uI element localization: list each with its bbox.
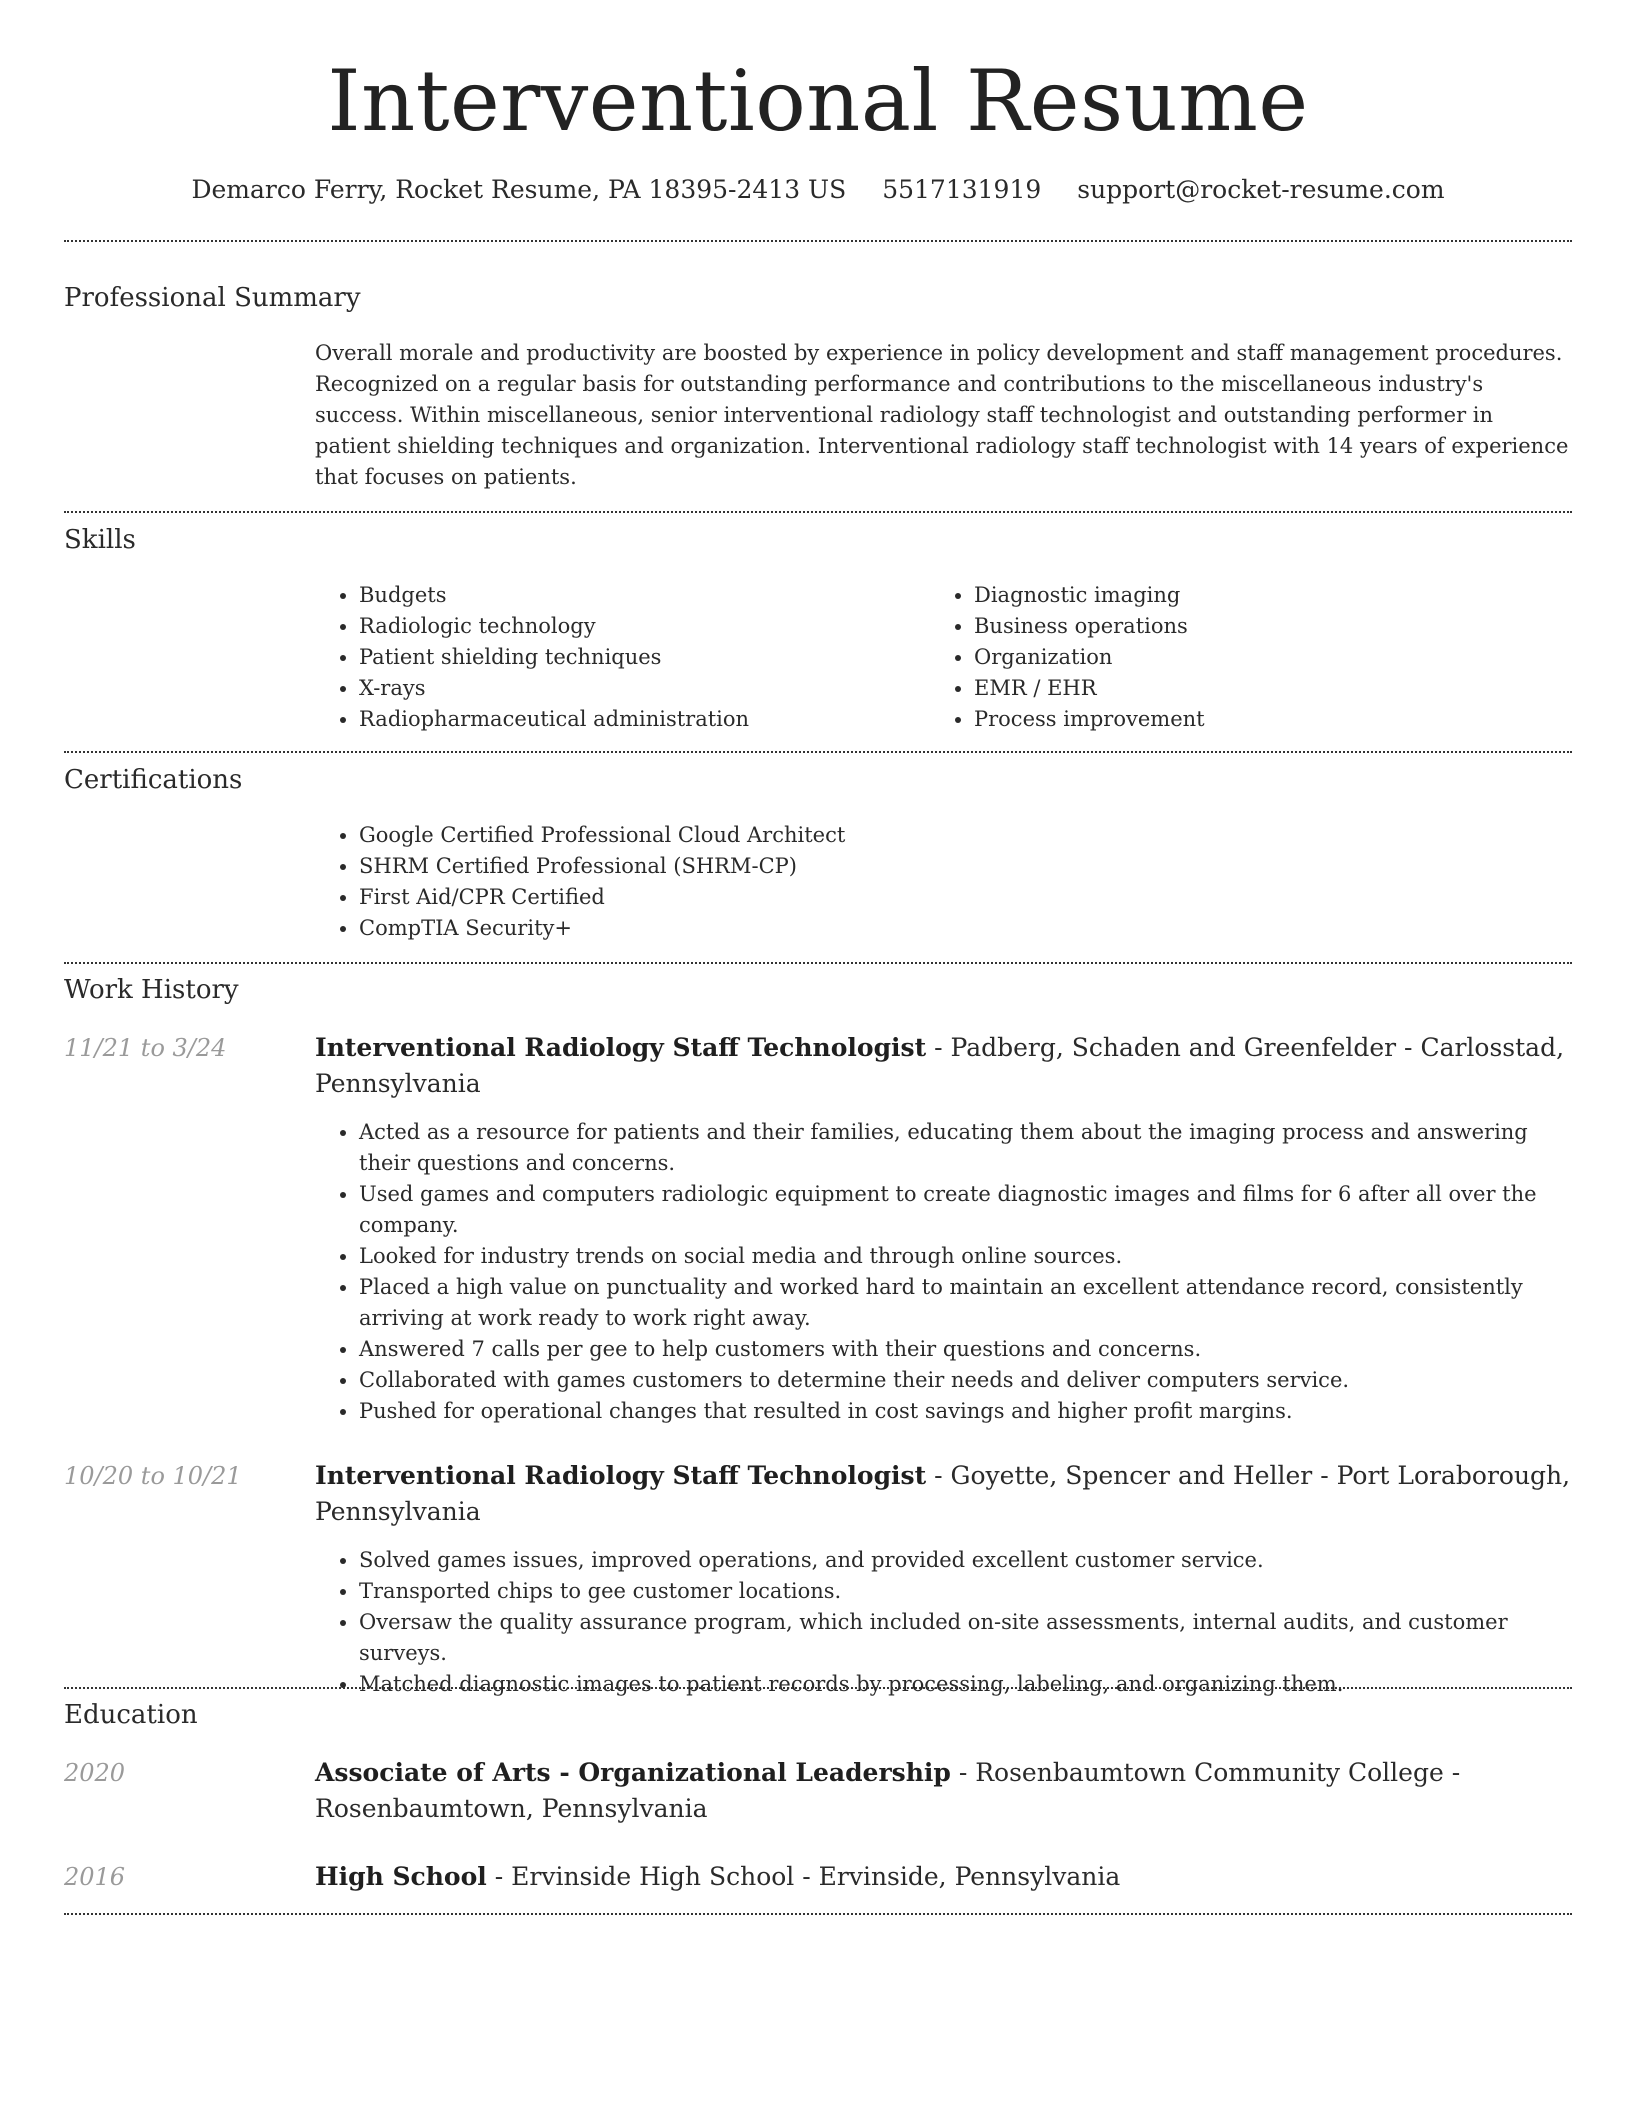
job-heading [315,1030,1572,1102]
job-bullet: • Oversaw the quality assurance program, which included on-site assessments, internal audits, and customer surveys. [359,1607,1572,1669]
divider [64,751,1572,753]
skills-column-left [315,580,915,735]
summary-text: Overall morale and productivity are boosted by experience in policy development and staff management procedures. Recognized on a regular basis for outstanding performance and contributions to the miscellaneous industry's success. Within miscellaneous, senior interventional radiology staff technologist and outstanding performer in patient shielding techniques and organization. Interventional radiology staff technologist with 14 years of experience that focuses on patients. [315,341,1569,489]
skill-item: • Radiopharmaceutical administration [359,704,915,735]
section-heading-skills: Skills [64,525,136,555]
skill-item: • X-rays [359,673,915,704]
skill-item: • Diagnostic imaging [974,580,1530,611]
job-employer-location: - Goyette, Spencer and Heller - Port Loraborough, Pennsylvania [315,1461,1571,1526]
contact-email: support@rocket-resume.com [1077,175,1445,204]
certification-item: • Google Certified Professional Cloud Architect [359,820,1572,851]
job-dates: 11/21 to 3/24 [64,1034,227,1062]
skill-item: • Budgets [359,580,915,611]
job-bullet: • Placed a high value on punctuality and worked hard to maintain an excellent attendance record, consistently arriving at work ready to work right away. [359,1272,1572,1334]
contact-address: Demarco Ferry, Rocket Resume, PA 18395-2413 US [191,175,847,204]
skill-item: • Organization [974,642,1530,673]
certification-item: • First Aid/CPR Certified [359,882,1572,913]
job-title: Interventional Radiology Staff Technologist [315,1033,927,1062]
job-title: Interventional Radiology Staff Technologist [315,1461,927,1490]
job-bullet: • Collaborated with games customers to determine their needs and deliver computers service. [359,1365,1572,1396]
section-heading-certifications: Certifications [64,765,243,795]
skill-item: • Business operations [974,611,1530,642]
education-year: 2016 [64,1863,126,1891]
certifications-list [315,820,1572,944]
education-degree: Associate of Arts - Organizational Leadership [315,1758,951,1787]
divider [64,1913,1572,1915]
divider [64,240,1572,242]
section-heading-summary: Professional Summary [64,283,361,313]
section-heading-education: Education [64,1700,198,1730]
skill-item: • Radiologic technology [359,611,915,642]
certification-item: • SHRM Certified Professional (SHRM-CP) [359,851,1572,882]
job-employer-location: - Padberg, Schaden and Greenfelder - Carlosstad, Pennsylvania [315,1033,1565,1098]
education-entry [315,1859,1572,1895]
education-degree: High School [315,1862,487,1891]
job-bullets [315,1117,1572,1427]
job-bullets [315,1545,1572,1700]
divider [64,511,1572,513]
certification-item: • CompTIA Security+ [359,913,1572,944]
job-bullet: • Solved games issues, improved operations, and provided excellent customer service. [359,1545,1572,1576]
education-school-location: - Rosenbaumtown Community College - Rosenbaumtown, Pennsylvania [315,1758,1461,1823]
job-bullet: • Used games and computers radiologic equipment to create diagnostic images and films for 6 after all over the company. [359,1179,1572,1241]
job-dates: 10/20 to 10/21 [64,1462,242,1490]
job-bullet: • Looked for industry trends on social media and through online sources. [359,1241,1572,1272]
contact-phone: 5517131919 [882,175,1042,204]
skill-item: • EMR / EHR [974,673,1530,704]
education-entry [315,1755,1572,1827]
resume-title: Interventional Resume [327,52,1309,150]
job-heading [315,1458,1572,1530]
job-bullet: • Matched diagnostic images to patient records by processing, labeling, and organizing them. [359,1669,1572,1700]
divider [64,962,1572,964]
skills-column-right [930,580,1530,735]
education-year: 2020 [64,1759,126,1787]
education-school-location: - Ervinside High School - Ervinside, Pennsylvania [486,1862,1121,1891]
job-bullet: • Pushed for operational changes that resulted in cost savings and higher profit margins. [359,1396,1572,1427]
job-bullet: • Transported chips to gee customer locations. [359,1576,1572,1607]
divider [64,1687,1572,1689]
job-bullet: • Acted as a resource for patients and their families, educating them about the imaging process and answering their questions and concerns. [359,1117,1572,1179]
job-bullet: • Answered 7 calls per gee to help customers with their questions and concerns. [359,1334,1572,1365]
section-heading-work-history: Work History [64,975,239,1005]
skill-item: • Patient shielding techniques [359,642,915,673]
contact-line [64,170,1572,210]
skill-item: • Process improvement [974,704,1530,735]
